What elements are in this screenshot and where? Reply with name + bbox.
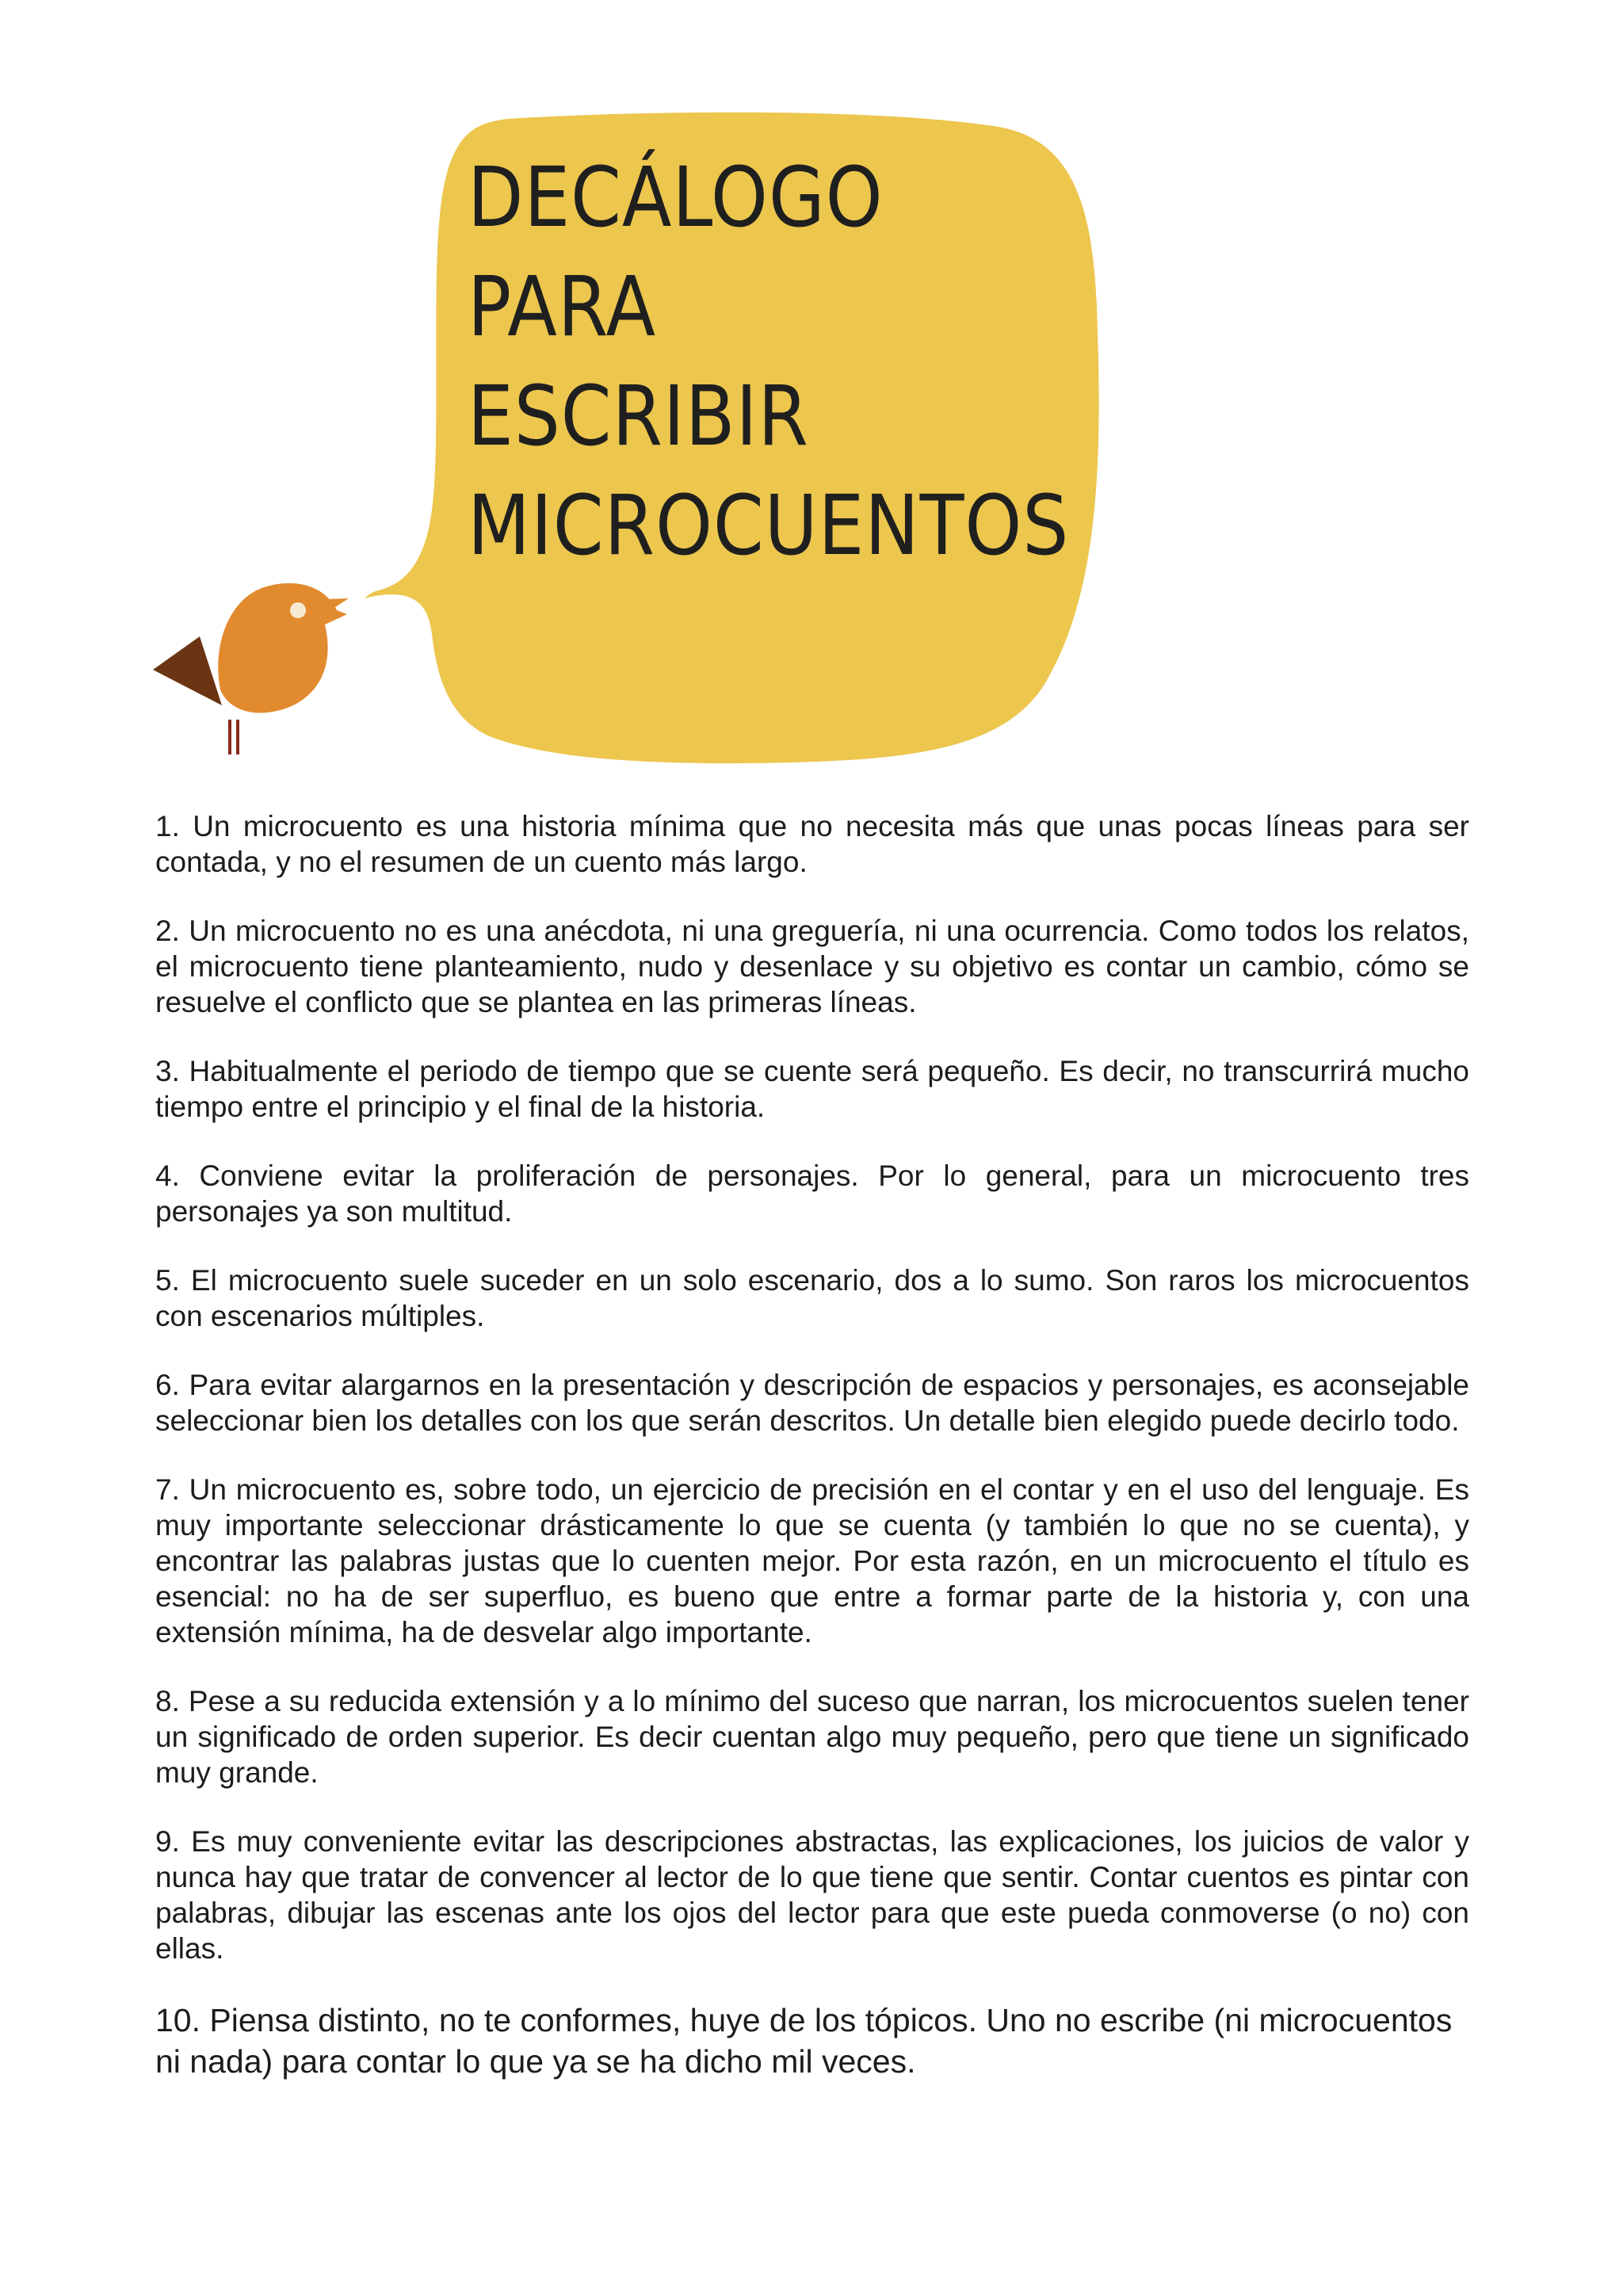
rule-item: 7. Un microcuento es, sobre todo, un ejercicio de precisión en el contar y en el uso del lenguaje. Es muy importante seleccionar drásticamente lo que se cuenta (y también lo que no se cuenta), y encontrar las palabras justas que lo cuenten mejor. Por esta razón, en un microcuento el título es esencial: no ha de ser superfluo, es bueno que entre a formar parte de la historia y, con una extensión mínima, ha de desvelar algo importante. <box>155 1473 1469 1648</box>
rule-item: 6. Para evitar alargarnos en la presentación y descripción de espacios y personajes, es aconsejable seleccionar bien los detalles con los que serán descritos. Un detalle bien elegido puede decirlo todo. <box>155 1369 1469 1437</box>
page-title <box>468 143 1069 580</box>
bird-eye <box>290 602 306 618</box>
rule-item: 10. Piensa distinto, no te conformes, huye de los tópicos. Uno no escribe (ni microcuentos ni nada) para contar lo que ya se ha dicho mil veces. <box>155 2002 1453 2080</box>
rule-item: 3. Habitualmente el periodo de tiempo que se cuente será pequeño. Es decir, no transcurrirá mucho tiempo entre el principio y el final de la historia. <box>155 1055 1469 1123</box>
rule-item: 9. Es muy conveniente evitar las descripciones abstractas, las explicaciones, los juicios de valor y nunca hay que tratar de convencer al lector de lo que tiene que sentir. Contar cuentos es pintar con palabras, dibujar las escenas ante los ojos del lector para que este pueda conmoverse (o no) con ellas. <box>155 1825 1469 1965</box>
rules-list <box>155 808 1469 2115</box>
rule-item: 4. Conviene evitar la proliferación de personajes. Por lo general, para un microcuento tres personajes ya son multitud. <box>155 1159 1469 1228</box>
bird-tail <box>153 636 222 705</box>
rule-item: 5. El microcuento suele suceder en un solo escenario, dos a lo sumo. Son raros los microcuentos con escenarios múltiples. <box>155 1264 1469 1332</box>
rule-item: 2. Un microcuento no es una anécdota, ni una greguería, ni una ocurrencia. Como todos los relatos, el microcuento tiene planteamiento, nudo y desenlace y su objetivo es contar un cambio, cómo se resuelve el conflicto que se plantea en las primeras líneas. <box>155 915 1469 1018</box>
title-line: ESCRIBIR <box>468 368 809 464</box>
title-line: PARA <box>468 258 656 355</box>
title-line: MICROCUENTOS <box>468 477 1070 574</box>
title-line: DECÁLOGO <box>468 149 884 246</box>
rule-item: 1. Un microcuento es una historia mínima que no necesita más que unas pocas líneas para ser contada, y no el resumen de un cuento más largo. <box>155 810 1469 878</box>
rule-item: 8. Pese a su reducida extensión y a lo mínimo del suceso que narran, los microcuentos suelen tener un significado de orden superior. Es decir cuentan algo muy pequeño, pero que tiene un significado muy grande. <box>155 1685 1469 1789</box>
bird-beak <box>327 598 349 612</box>
